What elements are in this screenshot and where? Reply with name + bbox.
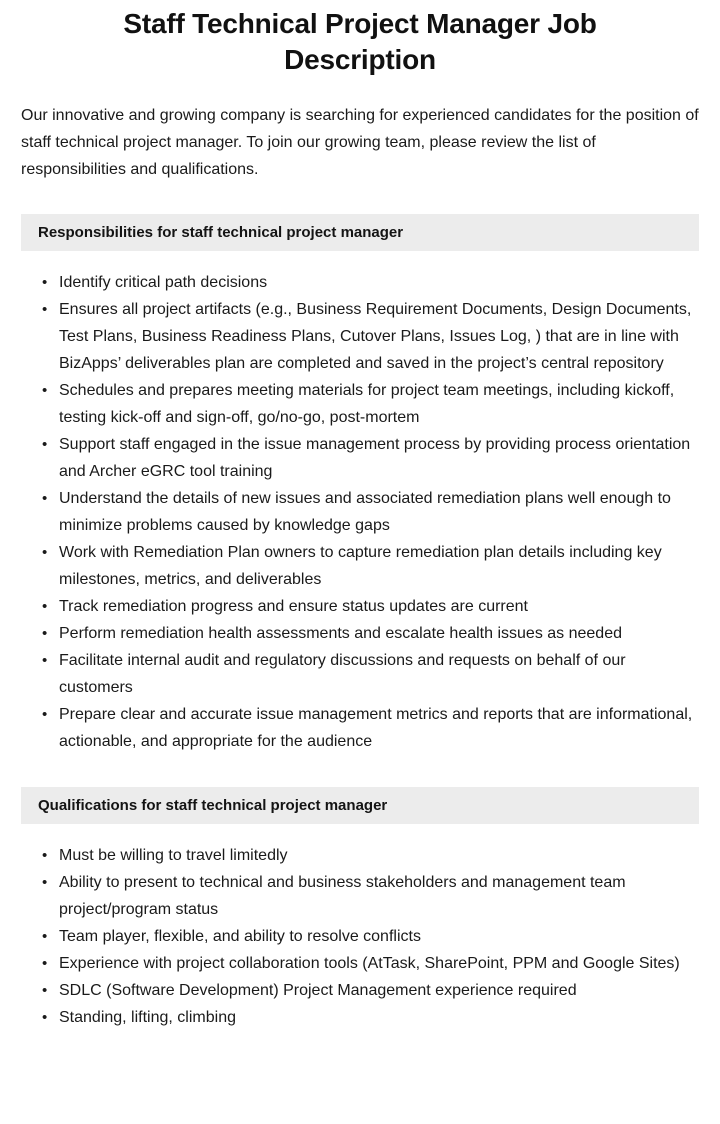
page-title: Staff Technical Project Manager Job Description: [123, 8, 597, 75]
list-item: • Understand the details of new issues and associated remediation plans well enough to minimize problems caused by knowledge gaps: [21, 485, 699, 539]
list-item: • Support staff engaged in the issue management process by providing process orientation and Archer eGRC tool training: [21, 431, 699, 485]
responsibilities-list: [21, 269, 699, 755]
list-item: • Schedules and prepares meeting materials for project team meetings, including kickoff, testing kick-off and sign-off, go/no-go, post-mortem: [21, 377, 699, 431]
qualifications-section: [0, 787, 720, 1031]
list-item: • Ability to present to technical and business stakeholders and management team project/program status: [21, 869, 699, 923]
list-item: • Facilitate internal audit and regulatory discussions and requests on behalf of our customers: [21, 647, 699, 701]
list-item: • Identify critical path decisions: [21, 269, 699, 296]
list-item: • Perform remediation health assessments and escalate health issues as needed: [21, 620, 699, 647]
qualifications-heading: Qualifications for staff technical project manager: [21, 787, 699, 824]
responsibilities-section: [0, 214, 720, 755]
list-item: • Team player, flexible, and ability to resolve conflicts: [21, 923, 699, 950]
list-item: • Work with Remediation Plan owners to capture remediation plan details including key milestones, metrics, and deliverables: [21, 539, 699, 593]
qualifications-list: [21, 842, 699, 1031]
job-description-page: [0, 6, 720, 1031]
list-item: • Experience with project collaboration tools (AtTask, SharePoint, PPM and Google Sites): [21, 950, 699, 977]
list-item: • Prepare clear and accurate issue management metrics and reports that are informational, actionable, and appropriate for the audience: [21, 701, 699, 755]
list-item: • Track remediation progress and ensure status updates are current: [21, 593, 699, 620]
list-item: • Ensures all project artifacts (e.g., Business Requirement Documents, Design Documents, Test Plans, Business Readiness Plans, Cutover Plans, Issues Log, ) that are in line with BizApps’ deliverables plan are completed and saved in the project’s central repository: [21, 296, 699, 377]
list-item: • Standing, lifting, climbing: [21, 1004, 699, 1031]
responsibilities-heading: Responsibilities for staff technical project manager: [21, 214, 699, 251]
intro-paragraph: Our innovative and growing company is searching for experienced candidates for the position of staff technical project manager. To join our growing team, please review the list of responsibilities and qualifications.: [21, 107, 699, 178]
list-item: • Must be willing to travel limitedly: [21, 842, 699, 869]
list-item: • SDLC (Software Development) Project Management experience required: [21, 977, 699, 1004]
